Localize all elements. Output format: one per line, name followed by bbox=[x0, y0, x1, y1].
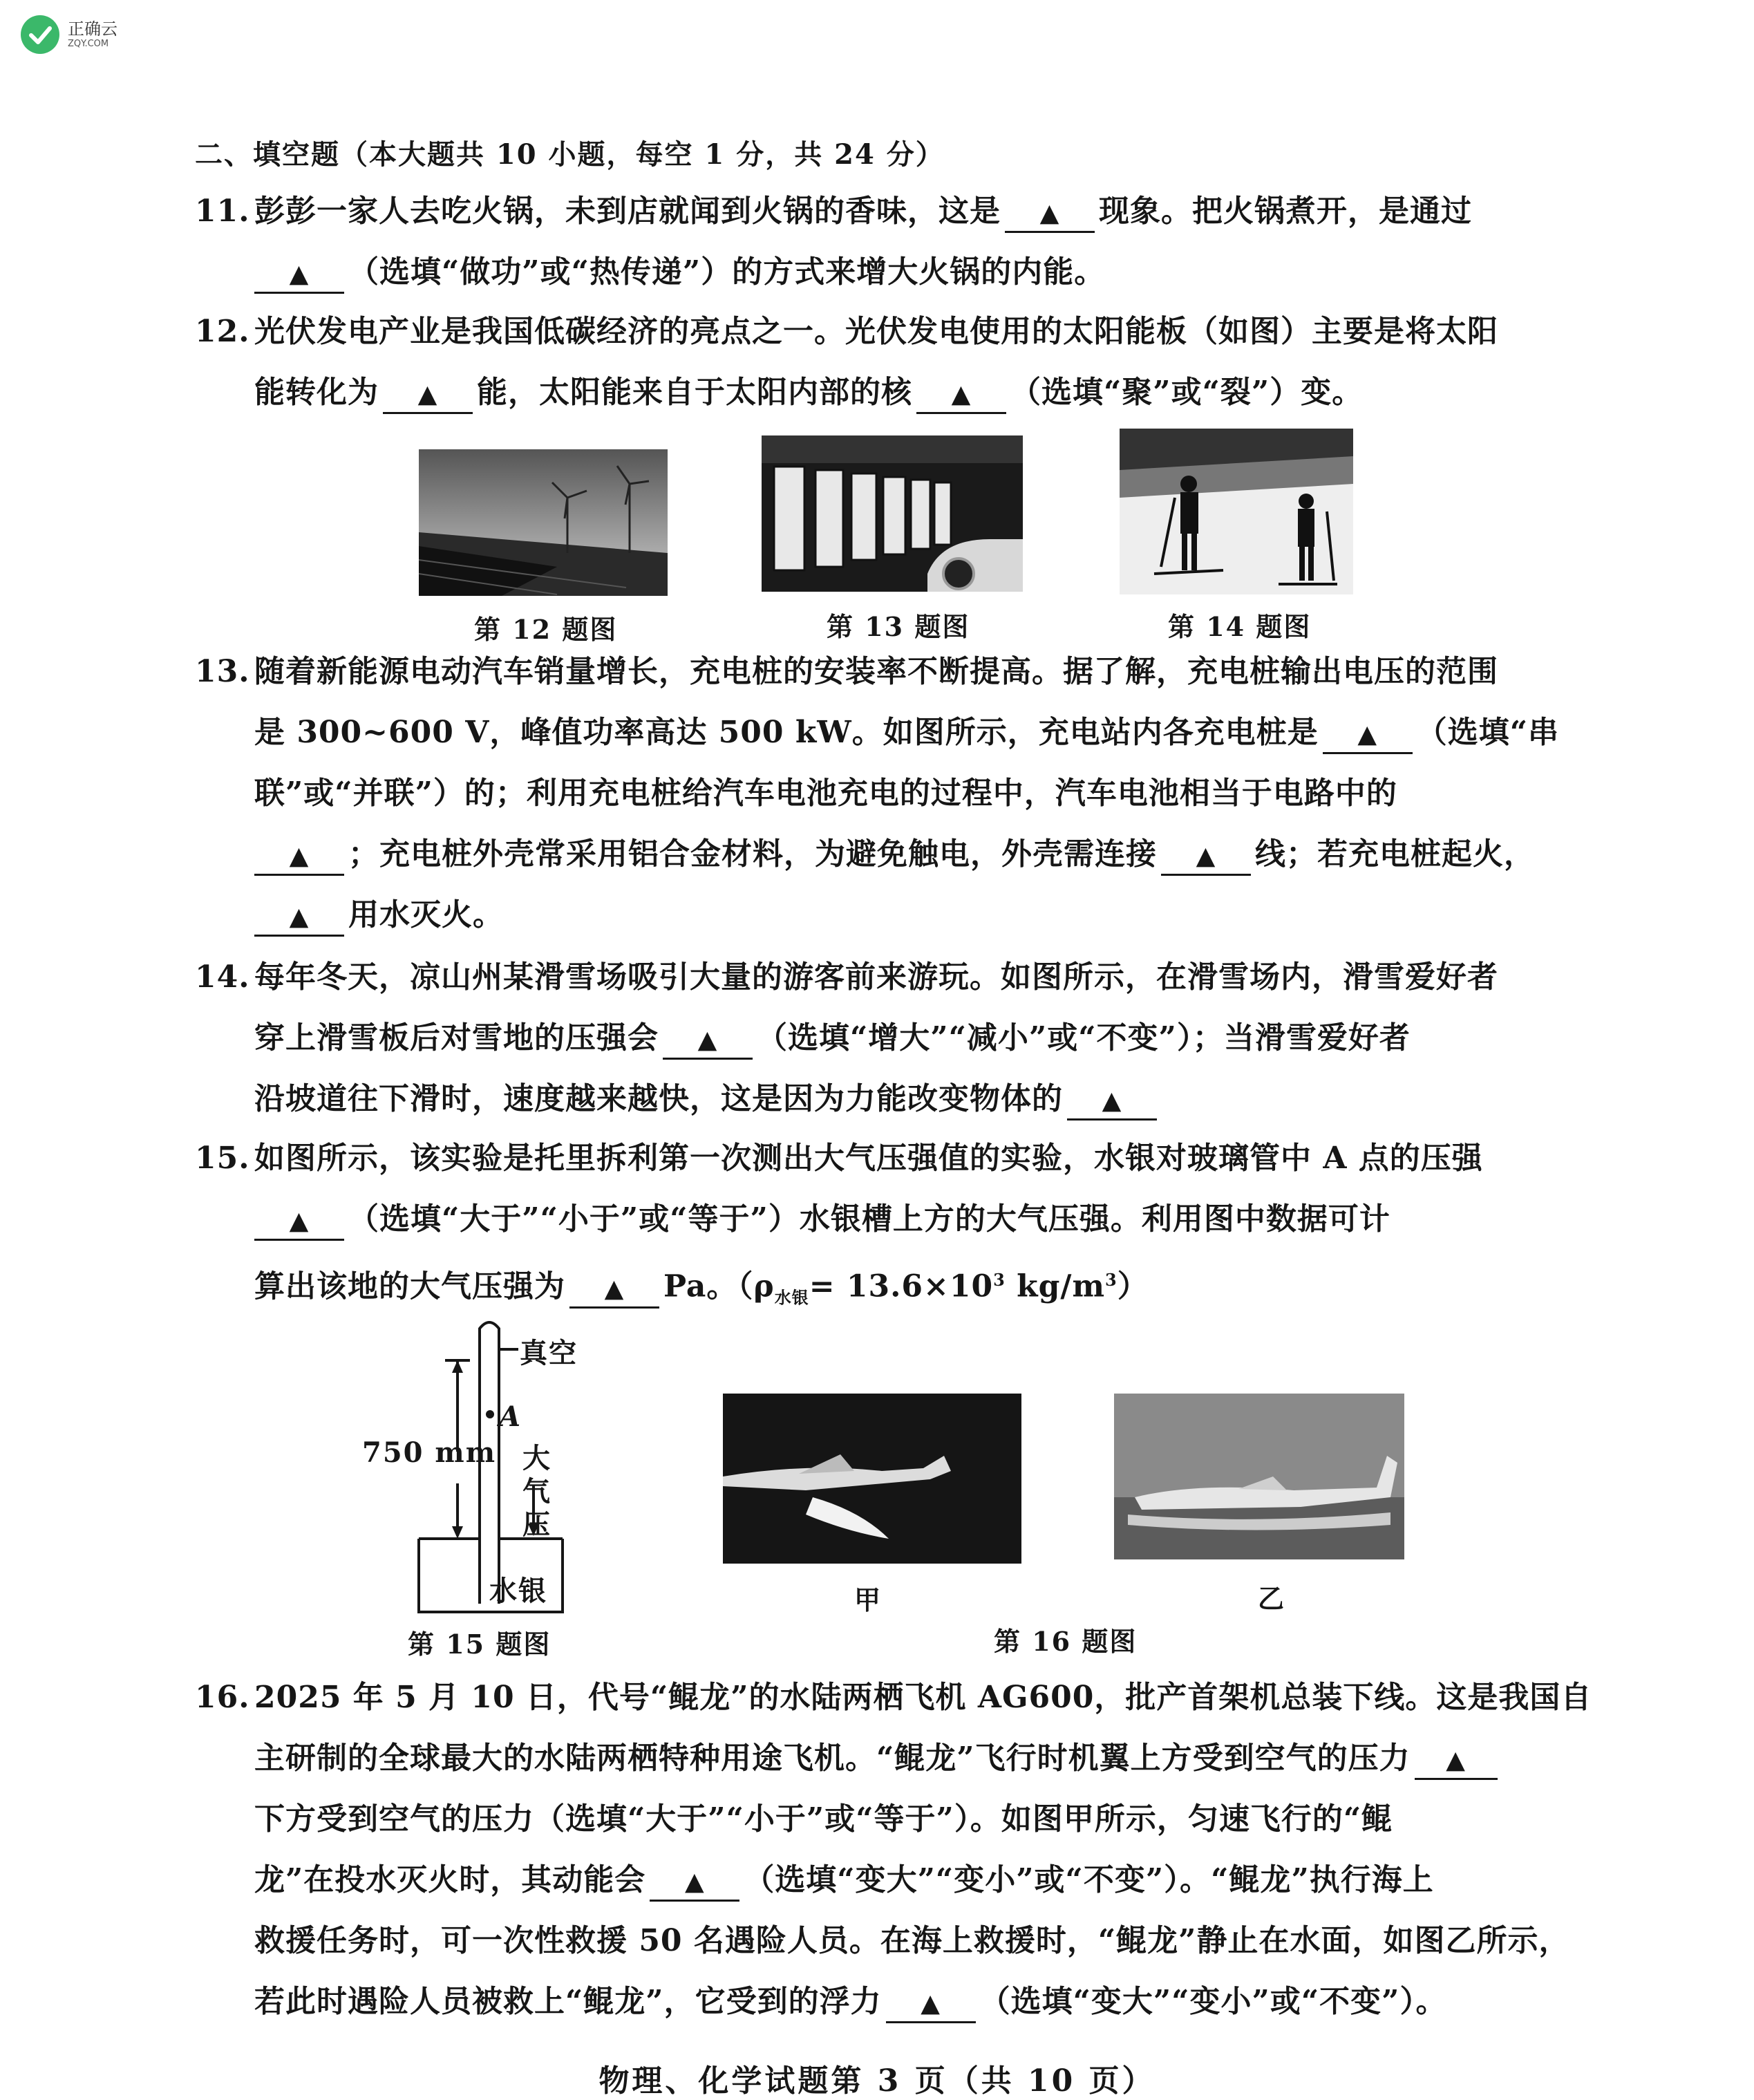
question-12 bbox=[195, 301, 1598, 423]
question-text: 现象。把火锅煮开，是通过 bbox=[1099, 194, 1472, 229]
question-text: 如图所示，该实验是托里拆利第一次测出大气压强值的实验，水银对玻璃管中 A 点的压强 bbox=[254, 1141, 1483, 1176]
question-text: （选填“串 bbox=[1416, 715, 1560, 750]
question-14 bbox=[195, 947, 1598, 1129]
question-text: （选填“大于”“小于”或“等于”）水银槽上方的大气压强。利用图中数据可计 bbox=[348, 1201, 1390, 1237]
fig12-caption: 第 12 题图 bbox=[474, 614, 618, 645]
question-text: = 13.6×10 bbox=[809, 1268, 994, 1304]
answer-blank: ▲ bbox=[1005, 194, 1095, 233]
answer-blank: ▲ bbox=[1161, 836, 1251, 876]
question-text: 彭彭一家人去吃火锅，未到店就闻到火锅的香味，这是 bbox=[254, 194, 1001, 229]
fig15-height-label: 750 mm bbox=[362, 1436, 497, 1469]
question-text: 算出该地的大气压强为 bbox=[254, 1268, 565, 1304]
fig16-yi-label: 乙 bbox=[1258, 1583, 1286, 1614]
checkmark-cloud-icon bbox=[19, 14, 61, 55]
answer-blank: ▲ bbox=[1415, 1741, 1498, 1780]
question-text: 龙”在投水灭火时，其动能会 bbox=[254, 1862, 646, 1897]
question-text: （选填“变大”“变小”或“不变”）。 bbox=[979, 1984, 1447, 2019]
question-text: 2025 年 5 月 10 日，代号“鲲龙”的水陆两栖飞机 AG600，批产首架机总装下线。这是我国自 bbox=[254, 1680, 1592, 1715]
fig16-jia-photo bbox=[723, 1394, 1021, 1564]
question-text: 能，太阳能来自于太阳内部的核 bbox=[477, 375, 912, 410]
fig13-charging-station-photo bbox=[762, 435, 1023, 592]
question-text: 随着新能源电动汽车销量增长，充电桩的安装率不断提高。据了解，充电桩输出电压的范围 bbox=[254, 654, 1498, 689]
fig15-atm-label-2: 气 bbox=[522, 1475, 551, 1508]
question-text: 线；若充电桩起火， bbox=[1255, 836, 1535, 872]
question-15 bbox=[195, 1128, 1598, 1328]
question-text: ；充电桩外壳常采用铝合金材料，为避免触电，外壳需连接 bbox=[348, 836, 1157, 872]
question-text: （选填“聚”或“裂”）变。 bbox=[1010, 375, 1364, 410]
answer-blank: ▲ bbox=[254, 897, 344, 937]
answer-blank: ▲ bbox=[916, 375, 1006, 414]
question-text: 用水灭火。 bbox=[348, 897, 504, 932]
answer-blank: ▲ bbox=[1067, 1081, 1157, 1121]
question-text: 主研制的全球最大的水陆两栖特种用途飞机。“鲲龙”飞行时机翼上方受到空气的压力 bbox=[254, 1741, 1411, 1776]
answer-blank: ▲ bbox=[663, 1020, 753, 1060]
superscript: 3 bbox=[1105, 1270, 1118, 1290]
question-text: 光伏发电产业是我国低碳经济的亮点之一。光伏发电使用的太阳能板（如图）主要是将太阳 bbox=[254, 314, 1498, 349]
fig15-atm-label-3: 压 bbox=[522, 1508, 551, 1541]
question-text: （选填“变大”“变小”或“不变”）。“鲲龙”执行海上 bbox=[744, 1862, 1434, 1897]
question-text: 下方受到空气的压力（选填“大于”“小于”或“等于”）。如图甲所示，匀速飞行的“鲲 bbox=[254, 1801, 1393, 1837]
answer-blank: ▲ bbox=[886, 1984, 976, 2023]
question-text: （选填“增大”“减小”或“不变”）；当滑雪爱好者 bbox=[757, 1020, 1411, 1056]
fig13-caption: 第 13 题图 bbox=[827, 611, 970, 642]
question-number: 15. bbox=[195, 1141, 250, 1176]
fig16-yi-photo bbox=[1114, 1394, 1404, 1559]
question-text: kg/m bbox=[1005, 1268, 1106, 1304]
question-text: ） bbox=[1117, 1268, 1149, 1304]
question-text: Pa。（ρ bbox=[663, 1268, 775, 1304]
question-text: （选填“做功”或“热传递”）的方式来增大火锅的内能。 bbox=[348, 254, 1106, 290]
brand-domain: ZQY.COM bbox=[68, 39, 109, 49]
answer-blank: ▲ bbox=[1323, 715, 1413, 754]
fig16-caption: 第 16 题图 bbox=[994, 1626, 1138, 1657]
question-number: 16. bbox=[195, 1680, 250, 1715]
question-text: 穿上滑雪板后对雪地的压强会 bbox=[254, 1020, 659, 1056]
question-number: 14. bbox=[195, 959, 250, 995]
question-text: 救援任务时，可一次性救援 50 名遇险人员。在海上救援时，“鲲龙”静止在水面，如图乙所示， bbox=[254, 1923, 1570, 1958]
question-11 bbox=[195, 181, 1598, 303]
question-number: 13. bbox=[195, 654, 250, 689]
answer-blank: ▲ bbox=[569, 1269, 659, 1309]
question-text: 联”或“并联”）的；利用充电桩给汽车电池充电的过程中，汽车电池相当于电路中的 bbox=[254, 776, 1397, 811]
brand-name: 正确云 bbox=[68, 19, 117, 39]
fig15-mercury-label: 水银 bbox=[489, 1575, 547, 1607]
fig15-point-label: A bbox=[499, 1400, 522, 1433]
page-footer: 物理、化学试题第 3 页（共 10 页） bbox=[598, 2063, 1156, 2099]
question-16 bbox=[195, 1667, 1598, 2032]
question-text: 能转化为 bbox=[254, 375, 379, 410]
section-title: 二、填空题（本大题共 10 小题，每空 1 分，共 24 分） bbox=[195, 138, 945, 171]
answer-blank: ▲ bbox=[383, 375, 473, 414]
question-number: 12. bbox=[195, 314, 250, 349]
fig15-atm-label-1: 大 bbox=[522, 1442, 551, 1474]
brand-logo bbox=[19, 14, 117, 55]
fig16-jia-label: 甲 bbox=[854, 1584, 883, 1615]
answer-blank: ▲ bbox=[650, 1862, 739, 1902]
question-text: 沿坡道往下滑时，速度越来越快，这是因为力能改变物体的 bbox=[254, 1081, 1063, 1116]
answer-blank: ▲ bbox=[254, 254, 344, 294]
question-13 bbox=[195, 641, 1598, 946]
fig15-vacuum-label: 真空 bbox=[520, 1337, 578, 1369]
fig12-solar-photo bbox=[419, 449, 668, 596]
answer-blank: ▲ bbox=[254, 1201, 344, 1241]
fig15-caption: 第 15 题图 bbox=[408, 1629, 551, 1660]
question-text: 是 300~600 V，峰值功率高达 500 kW。如图所示，充电站内各充电桩是 bbox=[254, 715, 1319, 750]
answer-blank: ▲ bbox=[254, 836, 344, 876]
question-text: 每年冬天，凉山州某滑雪场吸引大量的游客前来游玩。如图所示，在滑雪场内，滑雪爱好者 bbox=[254, 959, 1498, 995]
question-text: 若此时遇险人员被救上“鲲龙”，它受到的浮力 bbox=[254, 1984, 882, 2019]
fig14-caption: 第 14 题图 bbox=[1168, 611, 1312, 642]
question-number: 11. bbox=[195, 194, 250, 229]
superscript: 3 bbox=[993, 1270, 1006, 1290]
fig14-skiers-photo bbox=[1120, 429, 1353, 594]
subscript: 水银 bbox=[774, 1287, 809, 1308]
